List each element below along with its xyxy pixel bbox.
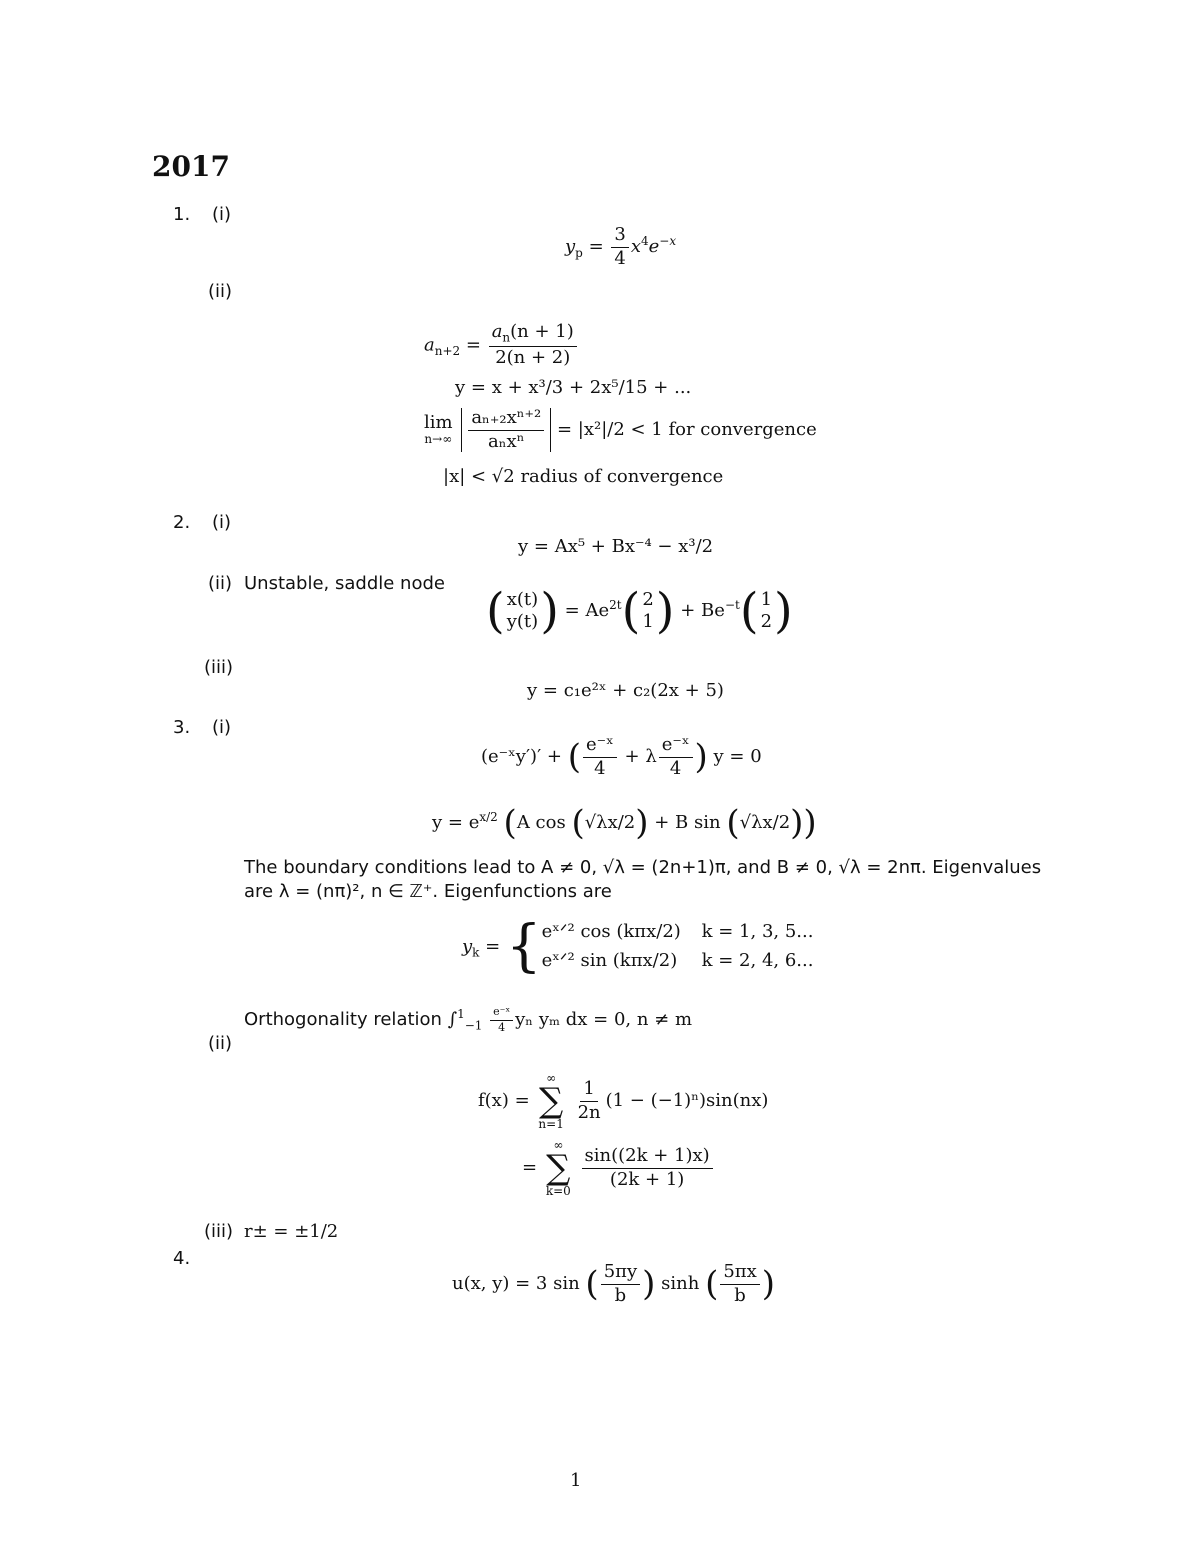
general-solution-a-term: A cos [516, 812, 566, 833]
power-series-solution: y = x + x³/3 + 2x⁵/15 + ... [455, 377, 692, 398]
euler-equation-solution: y = Ax⁵ + Bx⁻⁴ − x³/2 [518, 536, 714, 557]
limit-operator: lim n→∞ [424, 412, 453, 447]
ratio-denominator: aₙxⁿ [488, 430, 525, 452]
eigenfunction-cos-case: eˣᐟ² cos (kπx/2) [541, 921, 681, 942]
sl-frac1-numerator: e⁻ˣ [583, 735, 617, 758]
weight-numerator: e⁻ˣ [490, 1006, 513, 1021]
recurrence-relation: $a_{n+2}$ = $\frac{a_n(n + 1)}{2(n + 2)}$ [424, 322, 579, 369]
ratio-result: = |x²|/2 < 1 for convergence [556, 419, 817, 441]
question-4-number: 4. [173, 1248, 191, 1269]
fourier-series-line-2 [522, 1139, 715, 1197]
state-vector-x: x(t) [506, 588, 539, 610]
fourier-equals: = [522, 1157, 538, 1178]
eigenvector-1 [640, 589, 655, 634]
term-b-exponent: −t [724, 598, 740, 612]
summation-2-lower: k=0 [545, 1184, 571, 1198]
laplace-frac1-numerator: 5πy [601, 1262, 640, 1285]
recurrence-numerator-sub: n [502, 330, 511, 345]
eigenfunction-subscript: k [472, 945, 480, 960]
stability-description: Unstable, saddle node [244, 573, 445, 594]
orthogonality-relation [244, 1006, 692, 1034]
laplace-lhs: u(x, y) = 3 sin [452, 1273, 580, 1295]
recurrence-lhs-variable: a [424, 334, 435, 356]
summation-1: ∞ ∑ n=1 [538, 1071, 564, 1131]
recurrence-lhs-subscript: n+2 [434, 344, 461, 359]
indicial-roots: r± = ±1/2 [244, 1221, 339, 1242]
question-1-part-i-label: (i) [212, 204, 232, 225]
second-order-solution: y = c₁e²ˣ + c₂(2x + 5) [527, 680, 724, 701]
summation-1-upper: ∞ [546, 1071, 557, 1085]
recurrence-numerator-rest: (n + 1) [510, 321, 574, 342]
particular-solution-equation: $y_p$ = $\frac{3}{4}$ $x^4e^{-x}$ [565, 224, 677, 269]
system-solution-equation: ( x(t) y(t) ) = $Ae^{2t}$( 2 1 ) + $Be^{-t}$( 1 2 ) [486, 583, 793, 639]
eigenfunction-cos-condition: k = 1, 3, 5... [701, 921, 814, 942]
term-a-exponent: 2t [609, 598, 622, 612]
integral-lower-limit: −1 [464, 1018, 483, 1033]
ratio-numerator: aₙ₊₂xⁿ⁺² [468, 408, 544, 431]
question-1-number: 1. [173, 204, 191, 225]
term-b-coefficient: + Be [680, 600, 725, 621]
general-solution-trig: $y = e^{x/2}$ (A cos (√λx/2) + B sin (√λx/2)) [432, 803, 817, 843]
summation-1-lower: n=1 [538, 1117, 564, 1131]
fourier-series-line-1 [478, 1072, 768, 1130]
eigenfunction-sin-condition: k = 2, 4, 6... [701, 949, 814, 971]
fourier-odd-denominator: (2k + 1) [609, 1168, 685, 1190]
page-title: 2017 [152, 150, 230, 183]
eigenvector-1-top: 2 [642, 588, 654, 610]
question-1-part-ii-label: (ii) [208, 281, 233, 302]
fourier-coef-denominator: 2n [577, 1101, 601, 1123]
laplace-frac2-denominator: b [734, 1284, 746, 1306]
radius-of-convergence: |x| < √2 radius of convergence [443, 466, 724, 487]
ratio-absolute-value [461, 408, 551, 452]
fourier-term: (1 − (−1)ⁿ)sin(nx) [605, 1090, 769, 1111]
boundary-conditions-text-line-2: are λ = (nπ)², n ∈ ℤ⁺. Eigenfunctions are [244, 881, 612, 902]
page-number: 1 [570, 1470, 582, 1491]
sl-frac2-numerator: e⁻ˣ [659, 735, 693, 758]
question-2-part-iii-label: (iii) [204, 657, 234, 678]
state-vector [505, 589, 540, 634]
question-2-part-i-label: (i) [212, 512, 232, 533]
laplace-frac1-denominator: b [614, 1284, 627, 1306]
limit-subscript: n→∞ [424, 432, 453, 447]
eigenvector-2 [759, 589, 774, 634]
yp-fraction-denominator: 4 [614, 247, 626, 269]
boundary-conditions-text-line-1: The boundary conditions lead to A ≠ 0, √λ = (2n+1)π, and B ≠ 0, √λ = 2nπ. Eigenvalues [244, 857, 1042, 878]
laplace-frac2-numerator: 5πx [720, 1262, 759, 1285]
eigenvector-2-top: 1 [760, 588, 773, 610]
general-solution-exponent: x/2 [479, 810, 498, 824]
question-3-number: 3. [173, 717, 191, 738]
sl-frac1-denominator: 4 [594, 757, 606, 779]
term-a-coefficient: = Ae [564, 600, 610, 621]
recurrence-numerator-var: a [491, 321, 503, 342]
sl-frac2-denominator: 4 [669, 757, 682, 779]
eigenvector-2-bottom: 2 [760, 611, 773, 632]
question-3-part-ii-label: (ii) [208, 1033, 233, 1054]
recurrence-denominator: 2(n + 2) [495, 347, 571, 369]
summation-2-upper: ∞ [553, 1138, 564, 1152]
eigenfunctions-cases: $y_k$ = { eˣᐟ² cos (kπx/2) k = 1, 3, 5... eˣᐟ² sin (kπx/2) k = 2, 4, 6... [462, 913, 814, 979]
general-solution-arg1: √λx/2 [584, 812, 636, 833]
eigenfunction-sin-case: eˣᐟ² sin (kπx/2) [541, 949, 678, 971]
eigenfunction-symbol: y [462, 935, 473, 957]
sl-left-term: (e⁻ˣy′)′ + [481, 746, 562, 768]
yp-fraction [611, 225, 628, 269]
fourier-odd-numerator: sin((2k + 1)x) [582, 1146, 713, 1169]
general-solution-prefix: y = e [432, 812, 480, 833]
fourier-coef-numerator: 1 [580, 1079, 597, 1102]
laplace-sinh: sinh [661, 1273, 700, 1295]
eigenvector-1-bottom: 1 [642, 611, 654, 632]
general-solution-arg2: √λx/2 [739, 812, 791, 833]
summation-2: ∞ ∑ k=0 [545, 1138, 571, 1198]
integral-sign: ∫ [447, 1009, 458, 1031]
yp-subscript: p [575, 245, 583, 260]
laplace-solution: u(x, y) = 3 sin ( $\frac{5\pi y}{b}$ ) sinh ( $\frac{5\pi x}{b}$ ) [452, 1261, 776, 1306]
question-3-part-i-label: (i) [212, 717, 232, 738]
general-solution-b-term: + B sin [654, 812, 721, 833]
weight-denominator: 4 [498, 1020, 506, 1034]
orthogonality-rest: yₙ yₘ dx = 0, n ≠ m [515, 1009, 693, 1031]
yp-fraction-numerator: 3 [611, 225, 628, 248]
integral-upper-limit: 1 [457, 1007, 465, 1022]
ratio-test-equation [424, 408, 817, 452]
question-3-part-iii-label: (iii) [204, 1221, 234, 1242]
state-vector-y: y(t) [506, 611, 539, 632]
question-2-number: 2. [173, 512, 191, 533]
orthogonality-label: Orthogonality relation [244, 1009, 442, 1031]
sl-plus-lambda: + λ [624, 746, 657, 768]
fourier-lhs: f(x) = [478, 1090, 530, 1111]
sturm-liouville-form: (e⁻ˣy′)′ + ( $\frac{\text{e⁻ˣ}}{4}$ + λ $\frac{\text{e⁻ˣ}}{4}$ ) y = 0 [481, 734, 762, 779]
question-2-part-ii-label: (ii) [208, 573, 233, 594]
recurrence-fraction [489, 322, 577, 369]
yp-symbol: y [565, 236, 576, 258]
sl-right-term: y = 0 [713, 746, 762, 768]
